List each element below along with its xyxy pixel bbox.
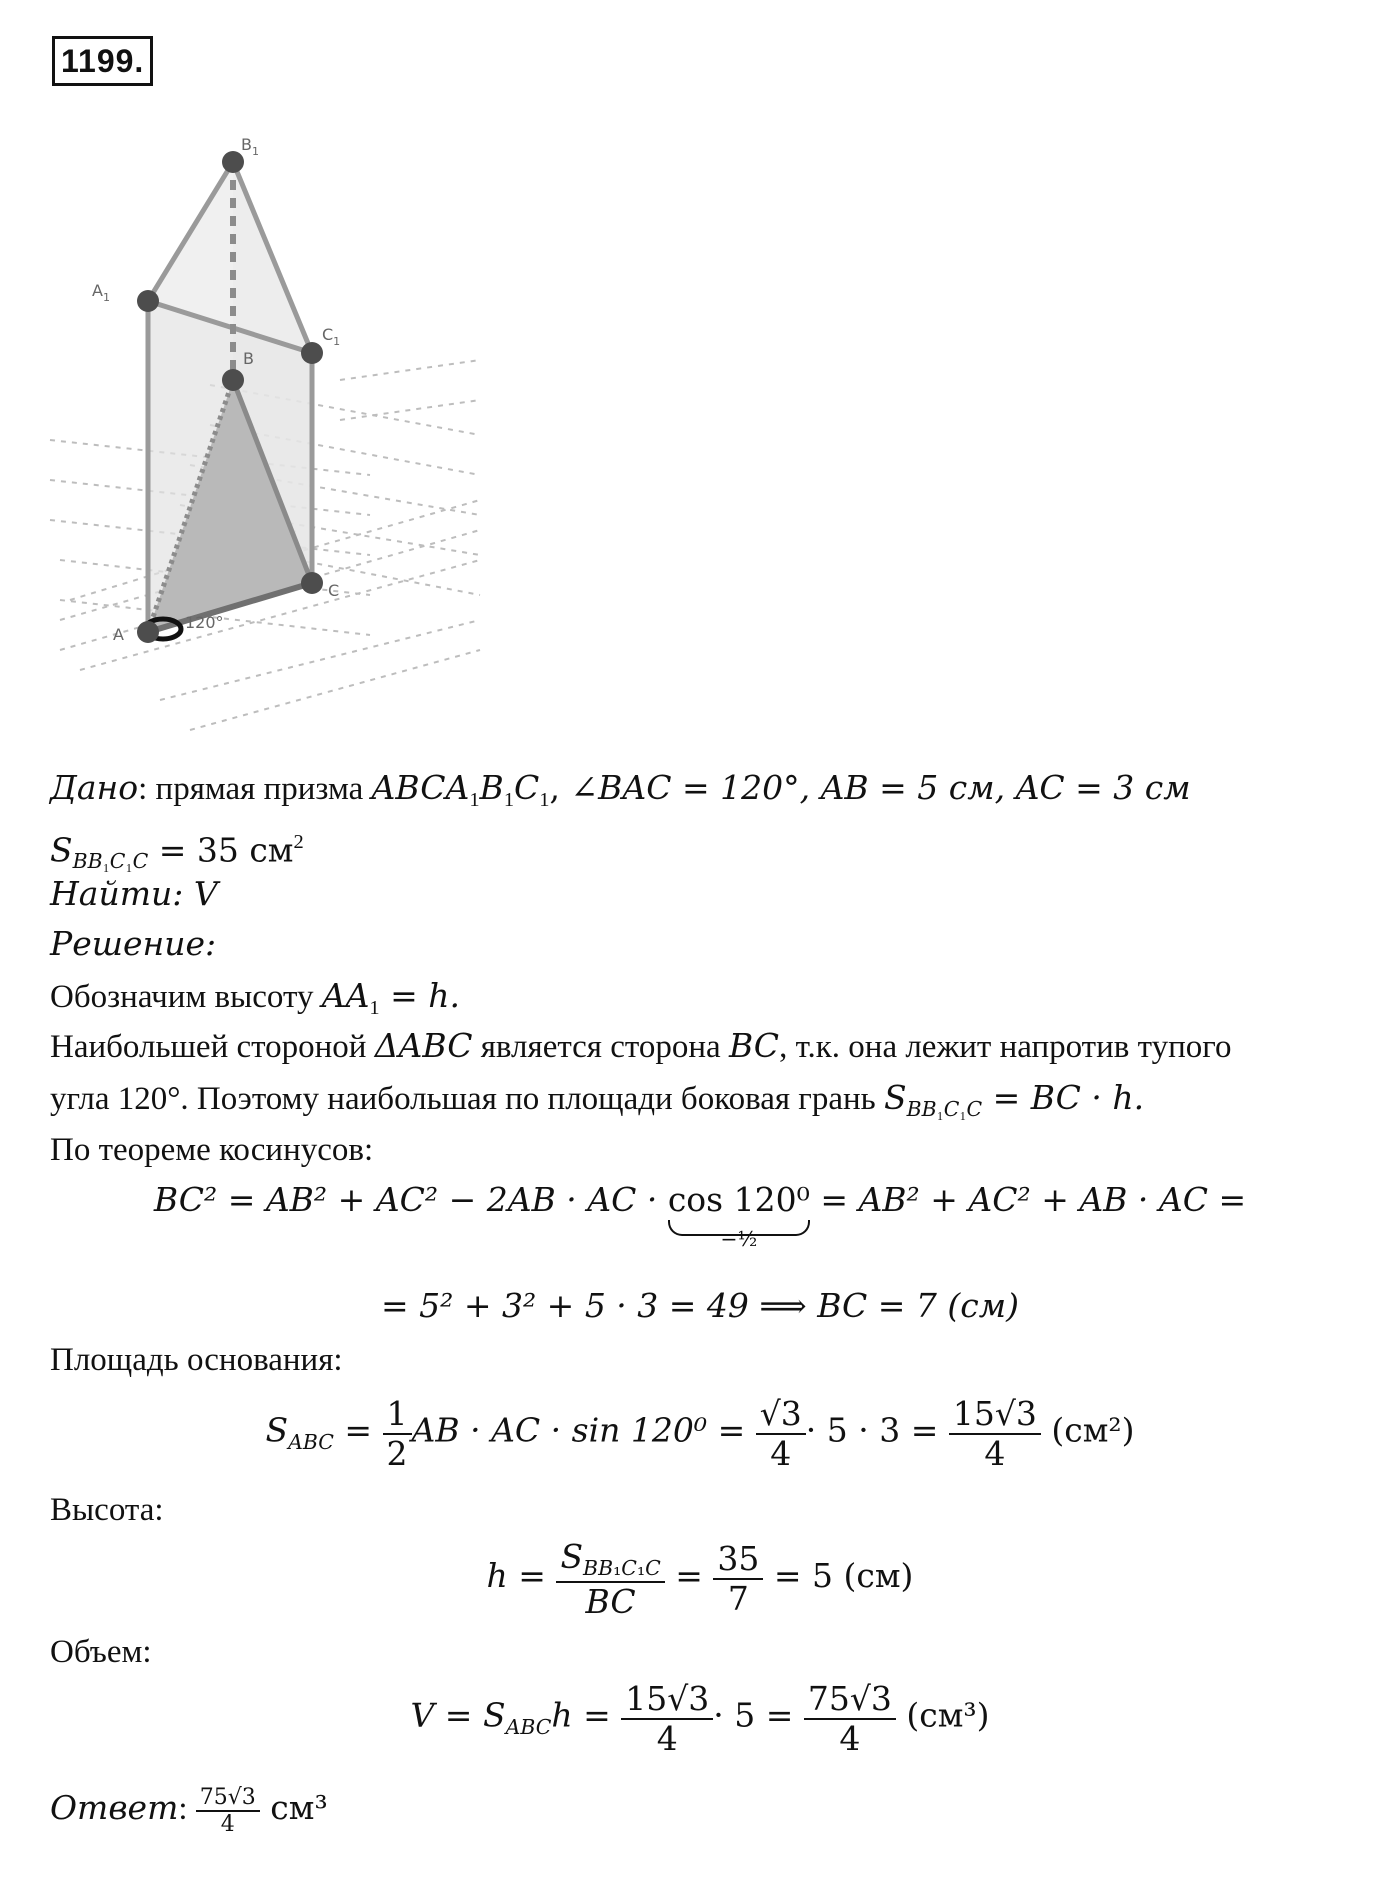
vertex-b <box>222 369 244 391</box>
given-area-line: $S_{BB_1C_1C} = 35$ $см^2$ <box>50 830 304 874</box>
label-c1: $C_1$ <box>322 325 341 348</box>
equation-cosine: BC² = AB² + AC² − 2AB · AC · cos 120⁰ −½ = AB² + AC² + AB · AC = <box>153 1180 1247 1252</box>
step-longest-side: Наибольшей стороной ΔABC является сторона BC, т.к. она лежит напротив тупого <box>50 1026 1232 1065</box>
angle-label: 120° <box>185 613 224 632</box>
equation-base-area: $S_{ABC}$ = $\frac{1}{2}$ AB · AC · sin 120⁰ = $\frac{√3}{4}$ · 5 · 3 = $\frac{15√3}{4}$ (см²) <box>265 1394 1135 1473</box>
problem-number: 1199. <box>52 36 153 86</box>
label-c: C <box>328 581 340 600</box>
equation-volume: $V = S_{ABC}h$ = $\frac{15√3}{4}$ · 5 = $\frac{75√3}{4}$ (см³) <box>410 1679 990 1758</box>
step-height: Обозначим высоту $AA_1 = h$. <box>50 976 460 1020</box>
given-line: Дано: прямая призма $ABCA_1B_1C_1$, ∠BAC = 120°, AB = 5 см, AC = 3 см <box>50 768 1191 812</box>
underbrace-cos: cos 120⁰ −½ <box>667 1180 810 1252</box>
label-b1: $B_1$ <box>241 135 259 158</box>
label-a: A <box>113 625 124 644</box>
label-a1: $A_1$ <box>92 281 110 304</box>
equation-bc: = 5² + 3² + 5 · 3 = 49 ⟹ BC = 7 (см) <box>380 1286 1020 1325</box>
step-volume-heading: Объем: <box>50 1634 152 1670</box>
label-b: B <box>243 349 254 368</box>
find-line: Найти: V <box>50 874 218 913</box>
step-base-area: Площадь основания: <box>50 1342 343 1378</box>
answer-line: Ответ: $\frac{75√3}{4}$ см³ <box>50 1785 328 1838</box>
step-cosine-law: По теореме косинусов: <box>50 1132 374 1168</box>
solution-heading: Решение: <box>50 924 217 963</box>
prism-figure <box>40 135 510 760</box>
step-height-heading: Высота: <box>50 1492 164 1528</box>
vertex-c1 <box>301 342 323 364</box>
vertex-c <box>301 572 323 594</box>
equation-height: h = $\frac{S_{BB_1C_1C}}{BC}$ = $\frac{35}{7}$ = 5 (см) <box>486 1537 914 1621</box>
vertex-a1 <box>137 290 159 312</box>
step-largest-face: угла 120°. Поэтому наибольшая по площади боковая грань $S_{BB_1C_1C}$ = BC · h. <box>50 1078 1145 1122</box>
vertex-a <box>137 621 159 643</box>
vertex-b1 <box>222 151 244 173</box>
